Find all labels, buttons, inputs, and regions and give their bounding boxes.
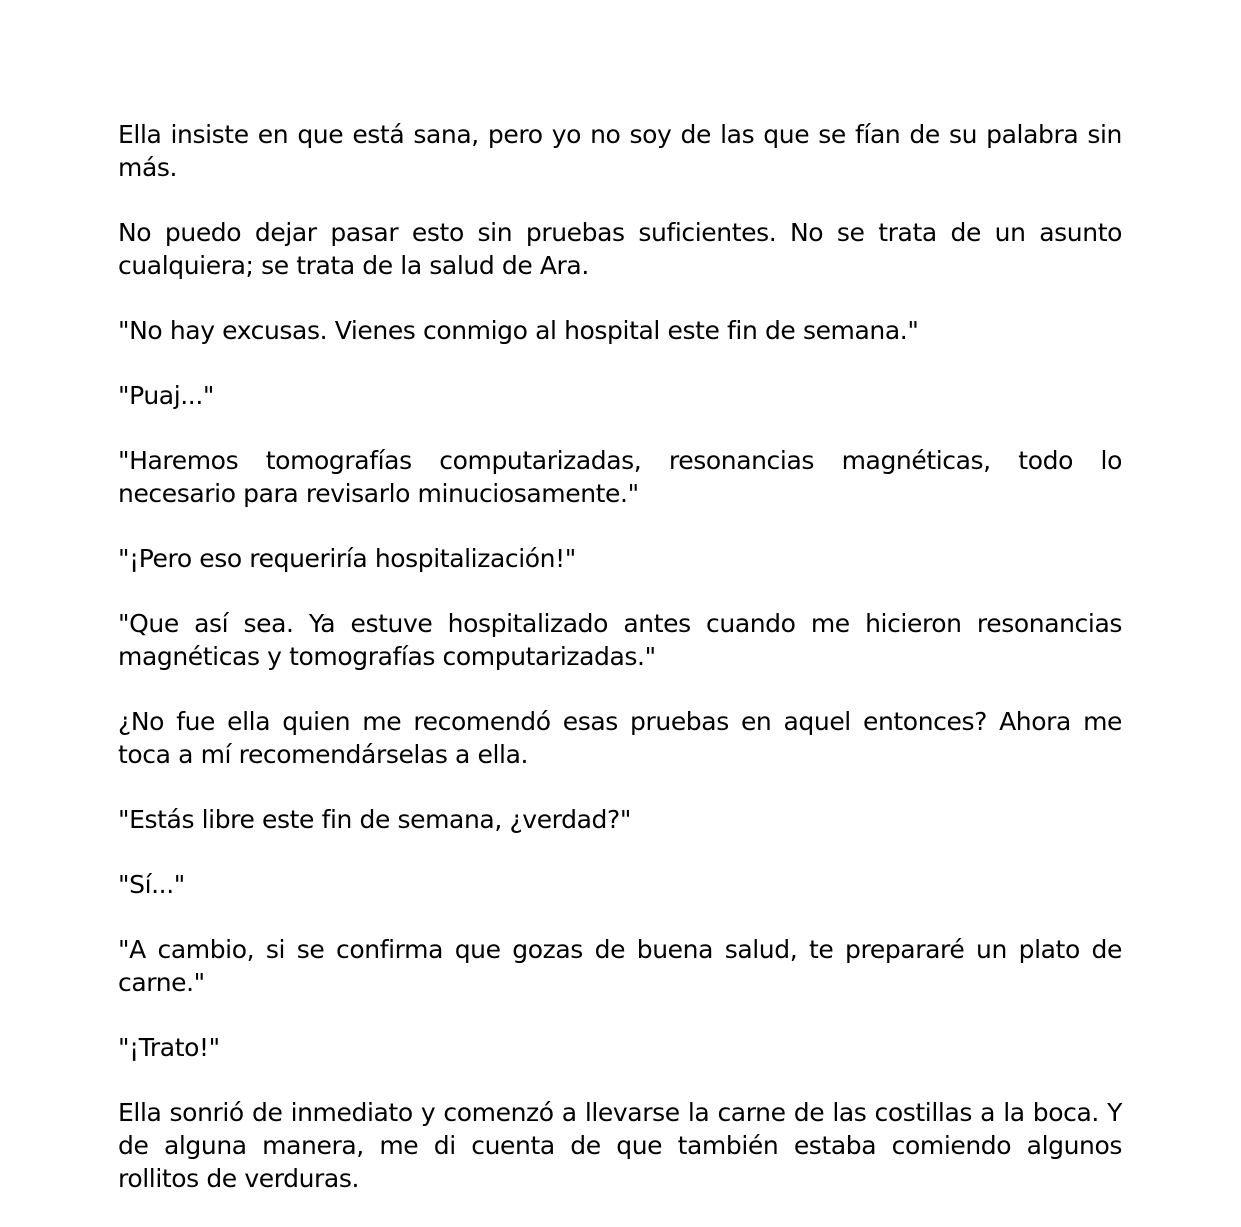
paragraph-8: ¿No fue ella quien me recomendó esas pruebas en aquel entonces? Ahora me toca a mí recomendárselas a ella.	[118, 707, 1122, 769]
paragraph-11: "A cambio, si se confirma que gozas de buena salud, te prepararé un plato de carne."	[118, 935, 1122, 997]
paragraph-4: "Puaj..."	[118, 381, 214, 410]
paragraph-9: "Estás libre este fin de semana, ¿verdad?"	[118, 805, 631, 834]
paragraph-5: "Haremos tomografías computarizadas, resonancias magnéticas, todo lo necesario para revisarlo minuciosamente."	[118, 446, 1122, 508]
paragraph-12: "¡Trato!"	[118, 1033, 220, 1062]
paragraph-1: Ella insiste en que está sana, pero yo no soy de las que se fían de su palabra sin más.	[118, 120, 1122, 182]
paragraph-6: "¡Pero eso requeriría hospitalización!"	[118, 544, 576, 573]
paragraph-7: "Que así sea. Ya estuve hospitalizado antes cuando me hicieron resonancias magnéticas y tomografías computarizadas."	[118, 609, 1122, 671]
paragraph-3: "No hay excusas. Vienes conmigo al hospital este fin de semana."	[118, 316, 919, 345]
paragraph-13: Ella sonrió de inmediato y comenzó a llevarse la carne de las costillas a la boca. Y de alguna manera, me di cuenta de que también estaba comiendo algunos rollitos de verduras.	[118, 1098, 1122, 1193]
paragraph-10: "Sí..."	[118, 870, 185, 899]
paragraph-2: No puedo dejar pasar esto sin pruebas suficientes. No se trata de un asunto cualquiera; se trata de la salud de Ara.	[118, 218, 1122, 280]
document-page	[118, 118, 1122, 1227]
